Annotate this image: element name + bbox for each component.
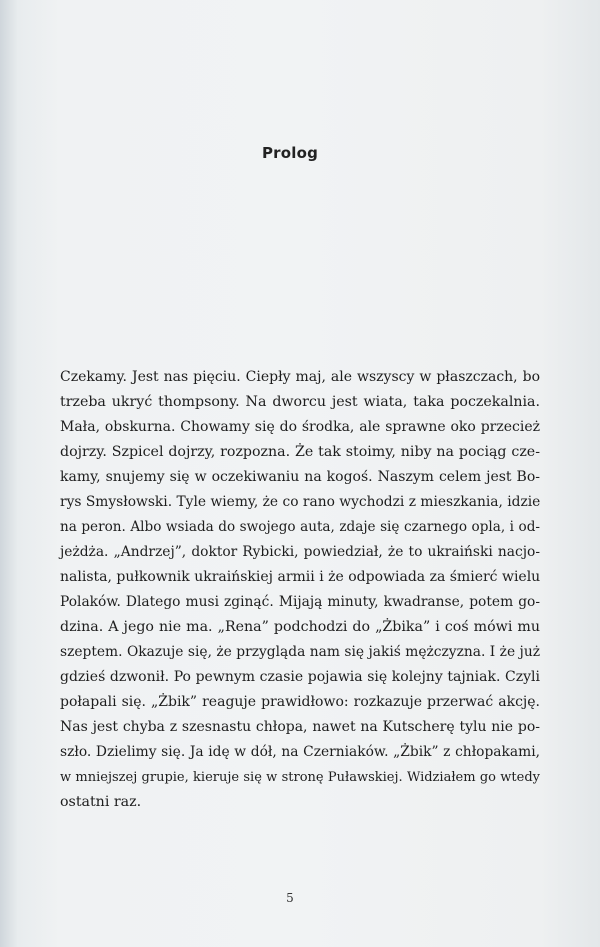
text-line: rys Smysłowski. Tyle wiemy, że co rano wychodzi z mieszkania, idzie xyxy=(60,494,541,510)
text-line: w mniejszej grupie, kieruje się w stronę Puławskiej. Widziałem go wtedy xyxy=(60,770,540,785)
text-line: kamy, snujemy się w oczekiwaniu na kogoś. Naszym celem jest Bo- xyxy=(60,469,540,485)
text-line: Polaków. Dlatego musi zginąć. Mijają minuty, kwadranse, potem go- xyxy=(60,594,540,610)
text-line: na peron. Albo wsiada do swojego auta, zdaje się czarnego opla, i od- xyxy=(60,519,540,535)
page-number: 5 xyxy=(286,891,294,905)
text-line: trzeba ukryć thompsony. Na dworcu jest wiata, taka poczekalnia. xyxy=(60,394,540,410)
text-line: szło. Dzielimy się. Ja idę w dół, na Czerniaków. „Żbik” z chłopakami, xyxy=(60,744,540,760)
text-line: dzina. A jego nie ma. „Rena” podchodzi do „Żbika” i coś mówi mu xyxy=(60,619,540,635)
text-line: Czekamy. Jest nas pięciu. Ciepły maj, ale wszyscy w płaszczach, bo xyxy=(60,369,540,385)
text-line: ostatni raz. xyxy=(60,794,142,810)
text-line: nalista, pułkownik ukraińskiej armii i że odpowiada za śmierć wielu xyxy=(60,569,541,585)
chapter-title: Prolog xyxy=(261,144,319,162)
text-line: szeptem. Okazuje się, że przygląda nam się jakiś mężczyzna. I że już xyxy=(60,644,540,660)
text-line: jeżdża. „Andrzej”, doktor Rybicki, powiedział, że to ukraiński nacjo- xyxy=(60,544,540,560)
text-line: połapali się. „Żbik” reaguje prawidłowo: rozkazuje przerwać akcję. xyxy=(60,694,540,710)
text-line: dojrzy. Szpicel dojrzy, rozpozna. Że tak stoimy, niby na pociąg cze- xyxy=(60,444,540,460)
body-text xyxy=(60,365,540,815)
text-line: Mała, obskurna. Chowamy się do środka, ale sprawne oko przecież xyxy=(60,419,540,435)
text-line: gdzieś dzwonił. Po pewnym czasie pojawia się kolejny tajniak. Czyli xyxy=(60,669,540,685)
text-line: Nas jest chyba z szesnastu chłopa, nawet na Kutscherę tylu nie po- xyxy=(60,719,540,735)
